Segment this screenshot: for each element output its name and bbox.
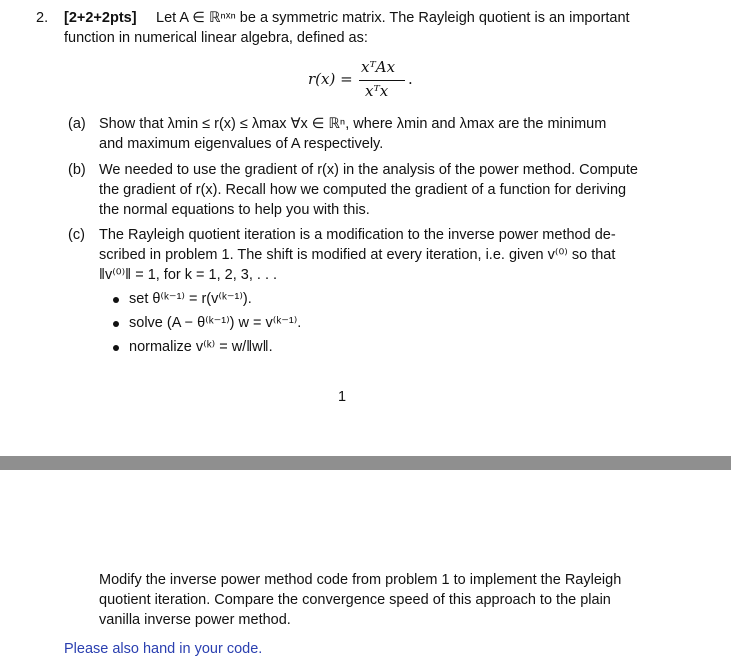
problem-points: [2+2+2pts]: [64, 10, 137, 26]
part-b-line1: We needed to use the gradient of r(x) in the analysis of the power method. Compute: [99, 162, 638, 178]
part-c-line3: ‖v⁽⁰⁾‖ = 1, for k = 1, 2, 3, . . .: [99, 267, 278, 283]
part-a-line1: Show that λmin ≤ r(x) ≤ λmax ∀x ∈ ℝⁿ, where λmin and λmax are the minimum: [99, 116, 607, 132]
part-b-line2: the gradient of r(x). Recall how we computed the gradient of a function for deriving: [99, 182, 627, 198]
page-break-divider: [0, 456, 731, 470]
continuation-line1: Modify the inverse power method code from problem 1 to implement the Rayleigh: [99, 572, 622, 588]
part-b-label: (b): [68, 162, 86, 178]
bullet-icon: [113, 345, 119, 351]
part-c-bullet-solve: solve (A − θ⁽ᵏ⁻¹⁾) w = v⁽ᵏ⁻¹⁾.: [129, 315, 302, 331]
hand-in-code-note: Please also hand in your code.: [64, 641, 263, 657]
part-c-label: (c): [68, 227, 85, 243]
formula-numerator: xᵀAx: [361, 58, 396, 76]
page-number: 1: [338, 389, 347, 405]
continuation-line3: vanilla inverse power method.: [99, 612, 291, 628]
part-c-line2: scribed in problem 1. The shift is modified at every iteration, i.e. given v⁽⁰⁾ so that: [99, 247, 616, 263]
formula-denominator: xᵀx: [365, 82, 389, 100]
bullet-icon: [113, 297, 119, 303]
problem-intro-line1: Let A ∈ ℝⁿˣⁿ be a symmetric matrix. The Rayleigh quotient is an important: [156, 10, 630, 26]
part-a-label: (a): [68, 116, 86, 132]
part-c-line1: The Rayleigh quotient iteration is a modification to the inverse power method de-: [99, 227, 616, 243]
part-b-line3: the normal equations to help you with this.: [99, 202, 370, 218]
bullet-icon: [113, 321, 119, 327]
formula-lhs: r(x) =: [308, 70, 353, 88]
part-c-bullet-set: set θ⁽ᵏ⁻¹⁾ = r(v⁽ᵏ⁻¹⁾).: [129, 291, 252, 307]
problem-number: 2.: [36, 10, 49, 26]
part-a-line2: and maximum eigenvalues of A respectively.: [99, 136, 384, 152]
formula-end: .: [408, 70, 413, 88]
rayleigh-formula: [308, 58, 478, 104]
continuation-line2: quotient iteration. Compare the convergence speed of this approach to the plain: [99, 592, 611, 608]
fraction-bar: [359, 80, 405, 81]
problem-intro-line2: function in numerical linear algebra, defined as:: [64, 30, 368, 46]
part-c-bullet-normalize: normalize v⁽ᵏ⁾ = w/‖w‖.: [129, 339, 273, 355]
